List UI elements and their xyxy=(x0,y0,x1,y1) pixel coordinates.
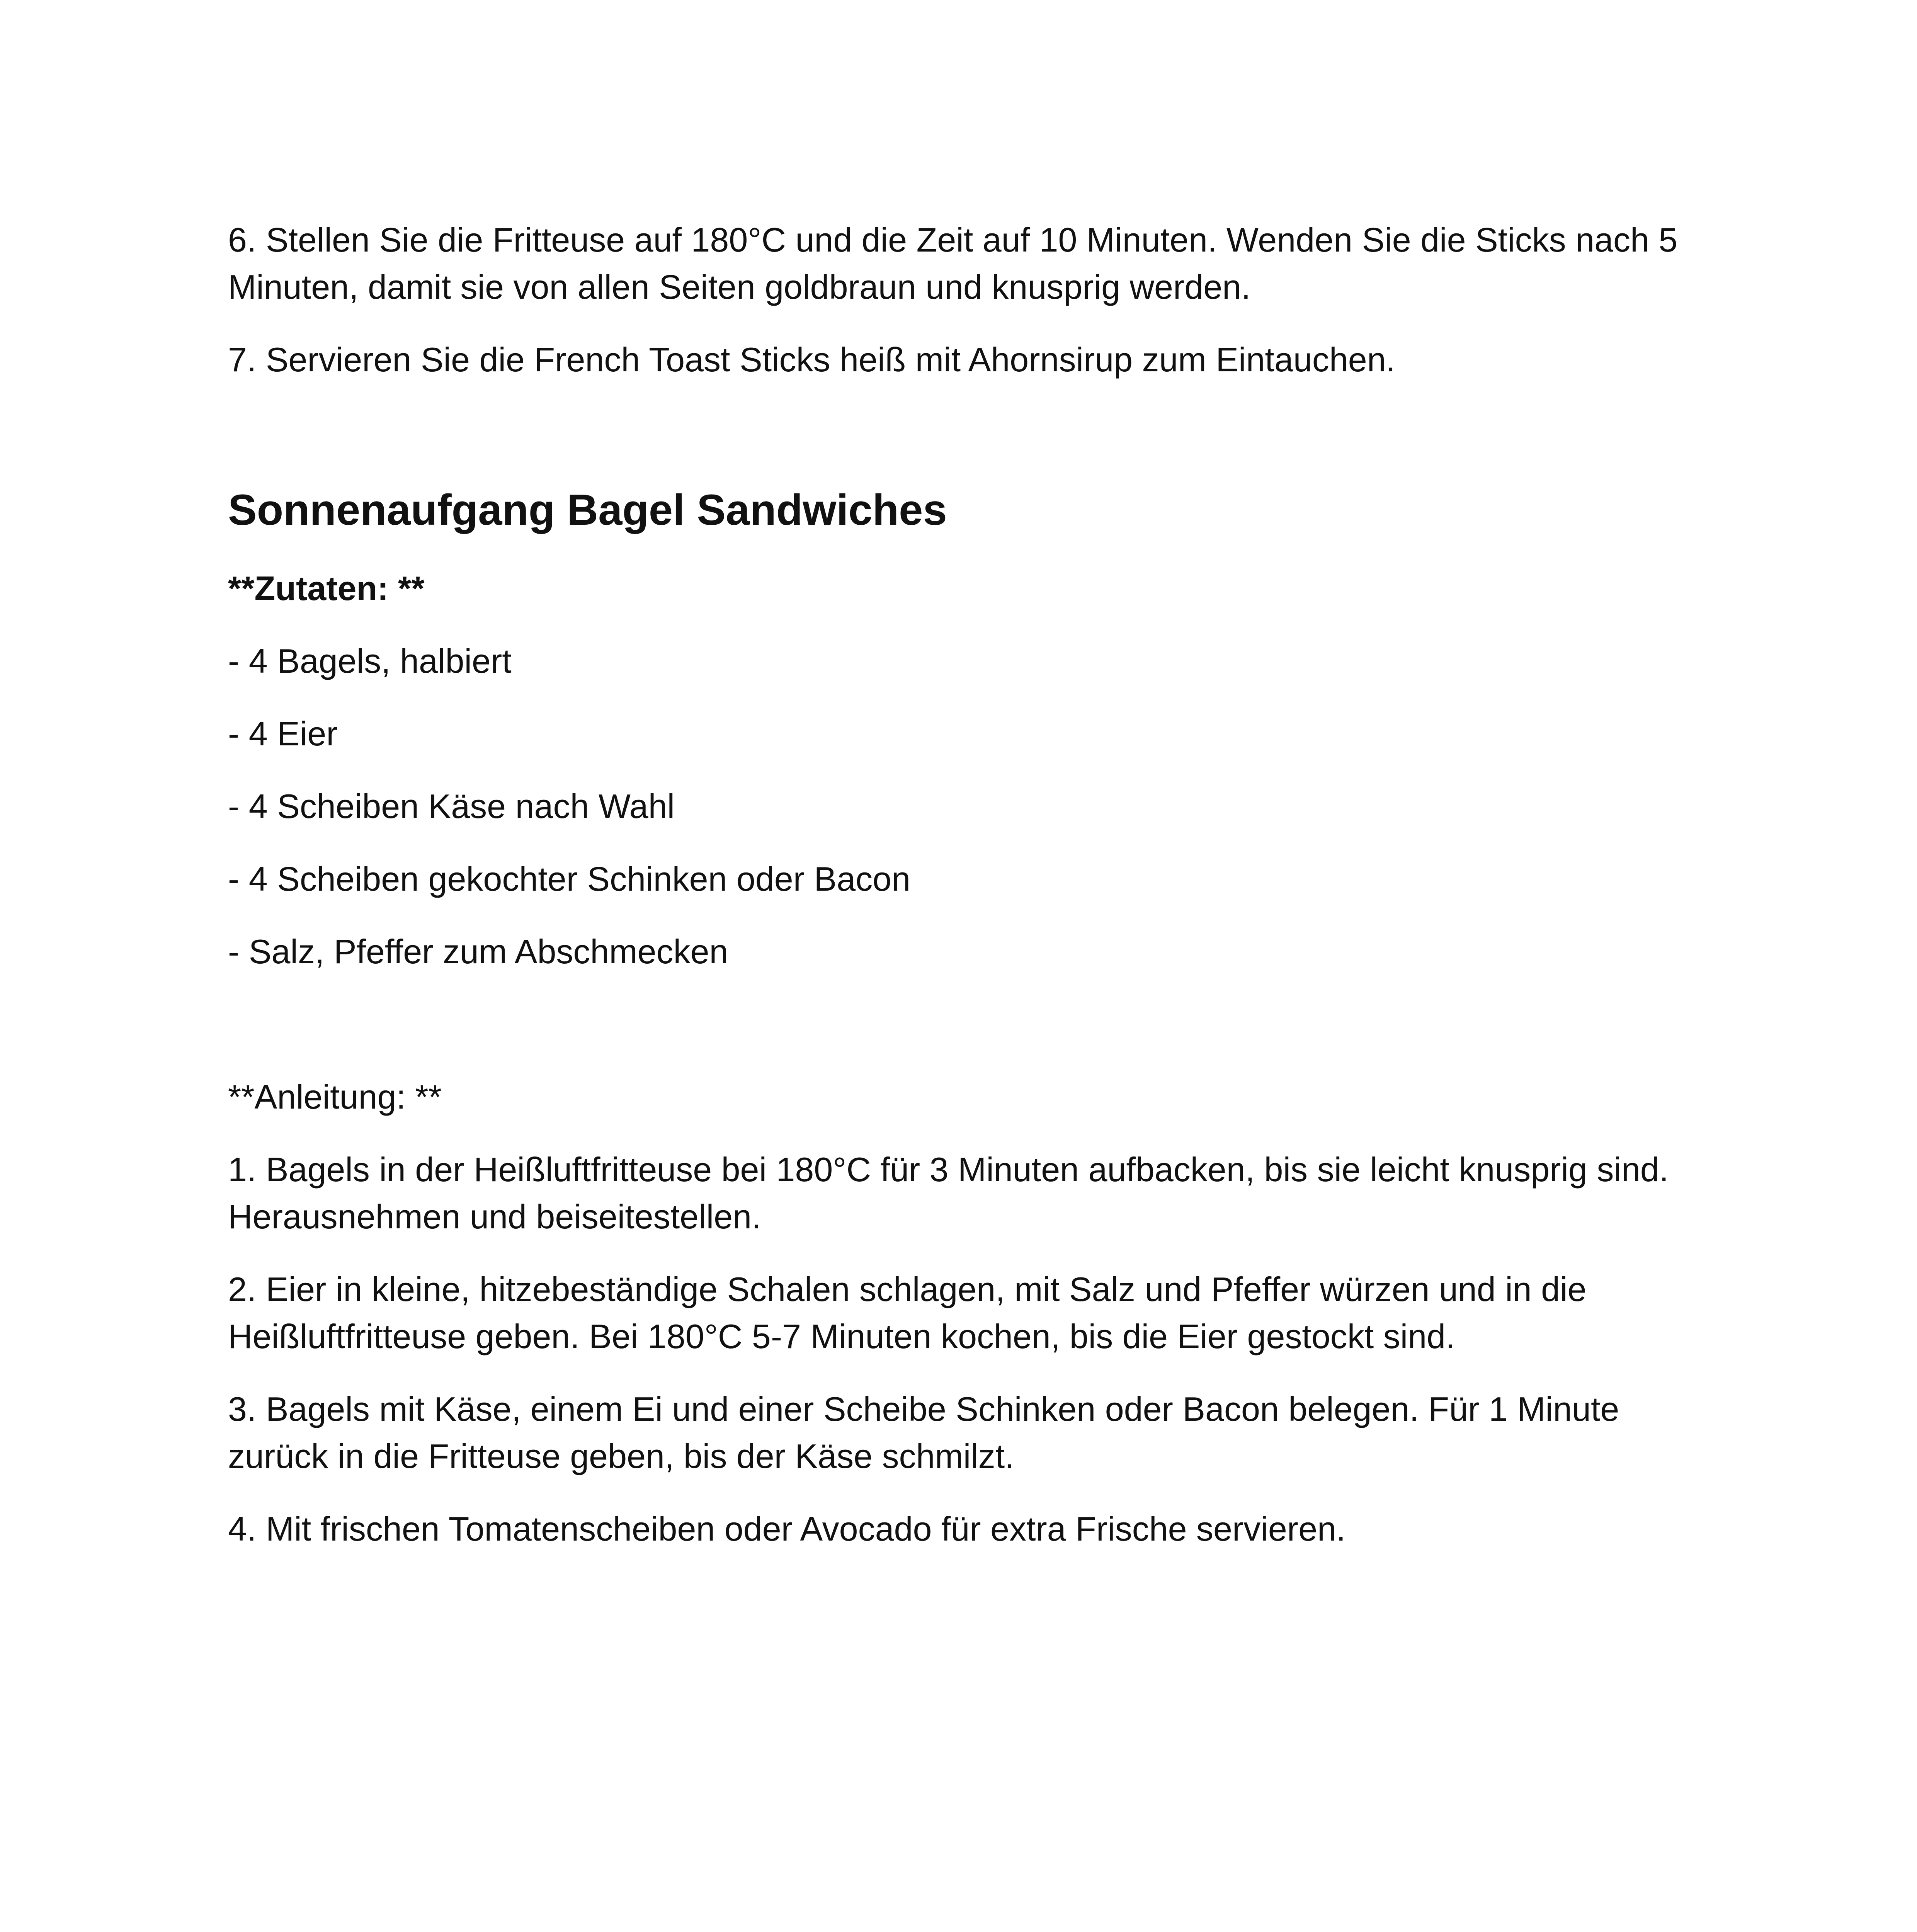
previous-recipe-step-7: 7. Servieren Sie die French Toast Sticks heiß mit Ahornsirup zum Eintauchen. xyxy=(228,340,1396,379)
section-spacer xyxy=(228,1001,1704,1073)
instruction-step-4: 4. Mit frischen Tomatenscheiben oder Avocado für extra Frische servieren. xyxy=(228,1510,1346,1548)
previous-recipe-step-6: 6. Stellen Sie die Fritteuse auf 180°C und die Zeit auf 10 Minuten. Wenden Sie die Sticks nach 5 Minuten, damit sie von allen Seiten goldbraun und knusprig werden. xyxy=(228,221,1678,306)
instructions-label: **Anleitung: ** xyxy=(228,1078,442,1116)
instruction-step-3: 3. Bagels mit Käse, einem Ei und einer Scheibe Schinken oder Bacon belegen. Für 1 Minute zurück in die Fritteuse geben, bis der Käse schmilzt. xyxy=(228,1390,1619,1475)
ingredients-label: **Zutaten: ** xyxy=(228,569,425,607)
ingredients-list xyxy=(228,638,1704,975)
recipe-title: Sonnenaufgang Bagel Sandwiches xyxy=(228,486,947,534)
ingredient-item: - 4 Scheiben Käse nach Wahl xyxy=(228,787,675,825)
instruction-step-2: 2. Eier in kleine, hitzebeständige Schalen schlagen, mit Salz und Pfeffer würzen und in die Heißluftfritteuse geben. Bei 180°C 5-7 Minuten kochen, bis die Eier gestockt sind. xyxy=(228,1270,1587,1355)
ingredient-item: - 4 Scheiben gekochter Schinken oder Bacon xyxy=(228,860,911,898)
ingredient-item: - 4 Bagels, halbiert xyxy=(228,642,512,680)
ingredient-item: - Salz, Pfeffer zum Abschmecken xyxy=(228,932,728,971)
page-content xyxy=(228,216,1704,1578)
ingredient-item: - 4 Eier xyxy=(228,714,338,753)
instruction-step-1: 1. Bagels in der Heißluftfritteuse bei 180°C für 3 Minuten aufbacken, bis sie leicht knusprig sind. Herausnehmen und beiseitestellen. xyxy=(228,1150,1669,1236)
